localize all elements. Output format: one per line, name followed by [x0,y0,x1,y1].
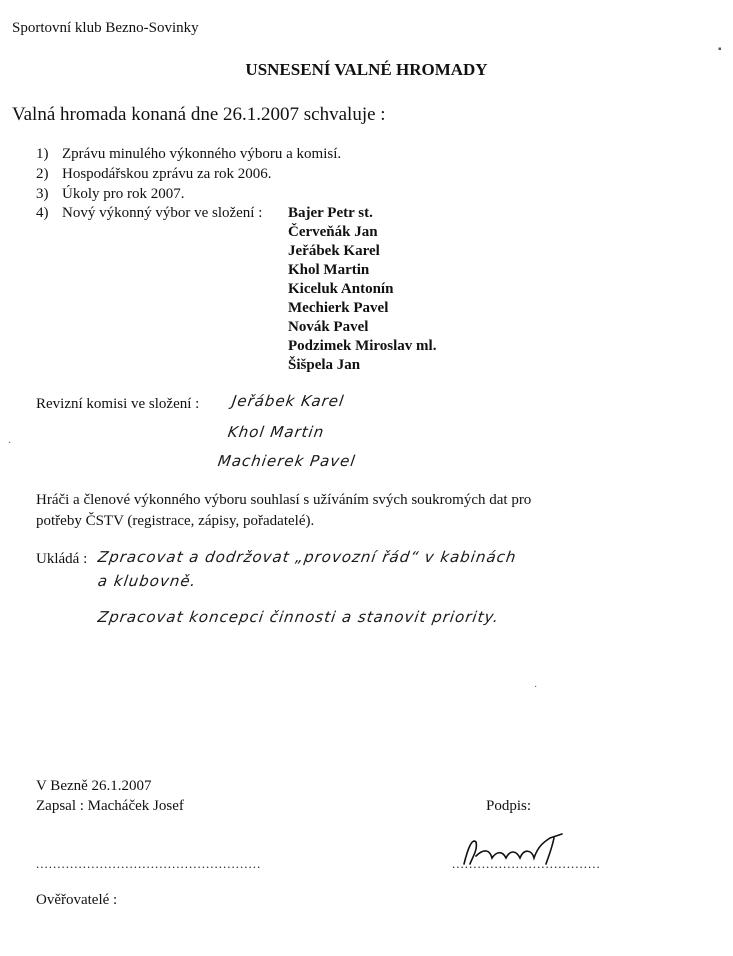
intro-line: Valná hromada konaná dne 26.1.2007 schvaluje : [12,104,386,125]
audit-committee-label: Revizní komisi ve složení : [36,396,200,412]
audit-member-handwritten: Jeřábek Karel [230,392,346,410]
club-name: Sportovní klub Bezno-Sovinky [12,20,199,36]
task-handwritten: Zpracovat a dodržovat „provozní řád“ v kabinách [96,548,518,566]
item-text: Nový výkonný výbor ve složení : [62,205,263,221]
approved-item [36,205,262,222]
consent-line: Hráči a členové výkonného výboru souhlasí s užíváním svých soukromých dat pro [36,492,532,508]
verifiers-label: Ověřovatelé : [36,892,118,908]
consent-paragraph [36,490,531,532]
item-number: 4) [36,205,49,221]
item-number: 3) [36,186,49,202]
place-date: V Bezně 26.1.2007 [36,778,152,794]
committee-member: Kiceluk Antonín [288,281,394,297]
item-number: 1) [36,146,49,162]
committee-member: Khol Martin [288,262,370,278]
audit-member-handwritten: Machierek Pavel [216,452,357,470]
scan-speck: · [8,438,12,449]
committee-member: Podzimek Miroslav ml. [288,338,437,354]
signature-label: Podpis: [486,798,532,814]
approved-item [36,166,272,183]
scan-speck: · [534,682,538,693]
item-number: 2) [36,166,49,182]
scan-speck: ▪ [718,44,722,55]
task-handwritten: a klubovně. [96,572,198,590]
committee-member: Novák Pavel [288,319,369,335]
item-text: Zprávu minulého výkonného výboru a komisí. [62,146,342,162]
approved-item [36,186,185,203]
document-title: USNESENÍ VALNÉ HROMADY [245,60,488,79]
committee-member: Šišpela Jan [288,357,361,373]
consent-line: potřeby ČSTV (registrace, zápisy, pořadatelé). [36,513,315,529]
signature-line-left: ..................................................... [36,856,262,871]
approved-item [36,146,341,163]
audit-member-handwritten: Khol Martin [226,423,326,441]
committee-member: Jeřábek Karel [288,243,380,259]
committee-member: Mechierk Pavel [288,300,389,316]
item-text: Hospodářskou zprávu za rok 2006. [62,166,272,182]
committee-member: Bajer Petr st. [288,205,373,221]
task-handwritten: Zpracovat koncepci činnosti a stanovit priority. [96,608,501,626]
recorder: Zapsal : Macháček Josef [36,798,184,814]
signature-line-right: ................................... [452,856,601,871]
committee-member: Červeňák Jan [288,224,378,240]
item-text: Úkoly pro rok 2007. [62,186,185,202]
tasks-label: Ukládá : [36,551,88,567]
